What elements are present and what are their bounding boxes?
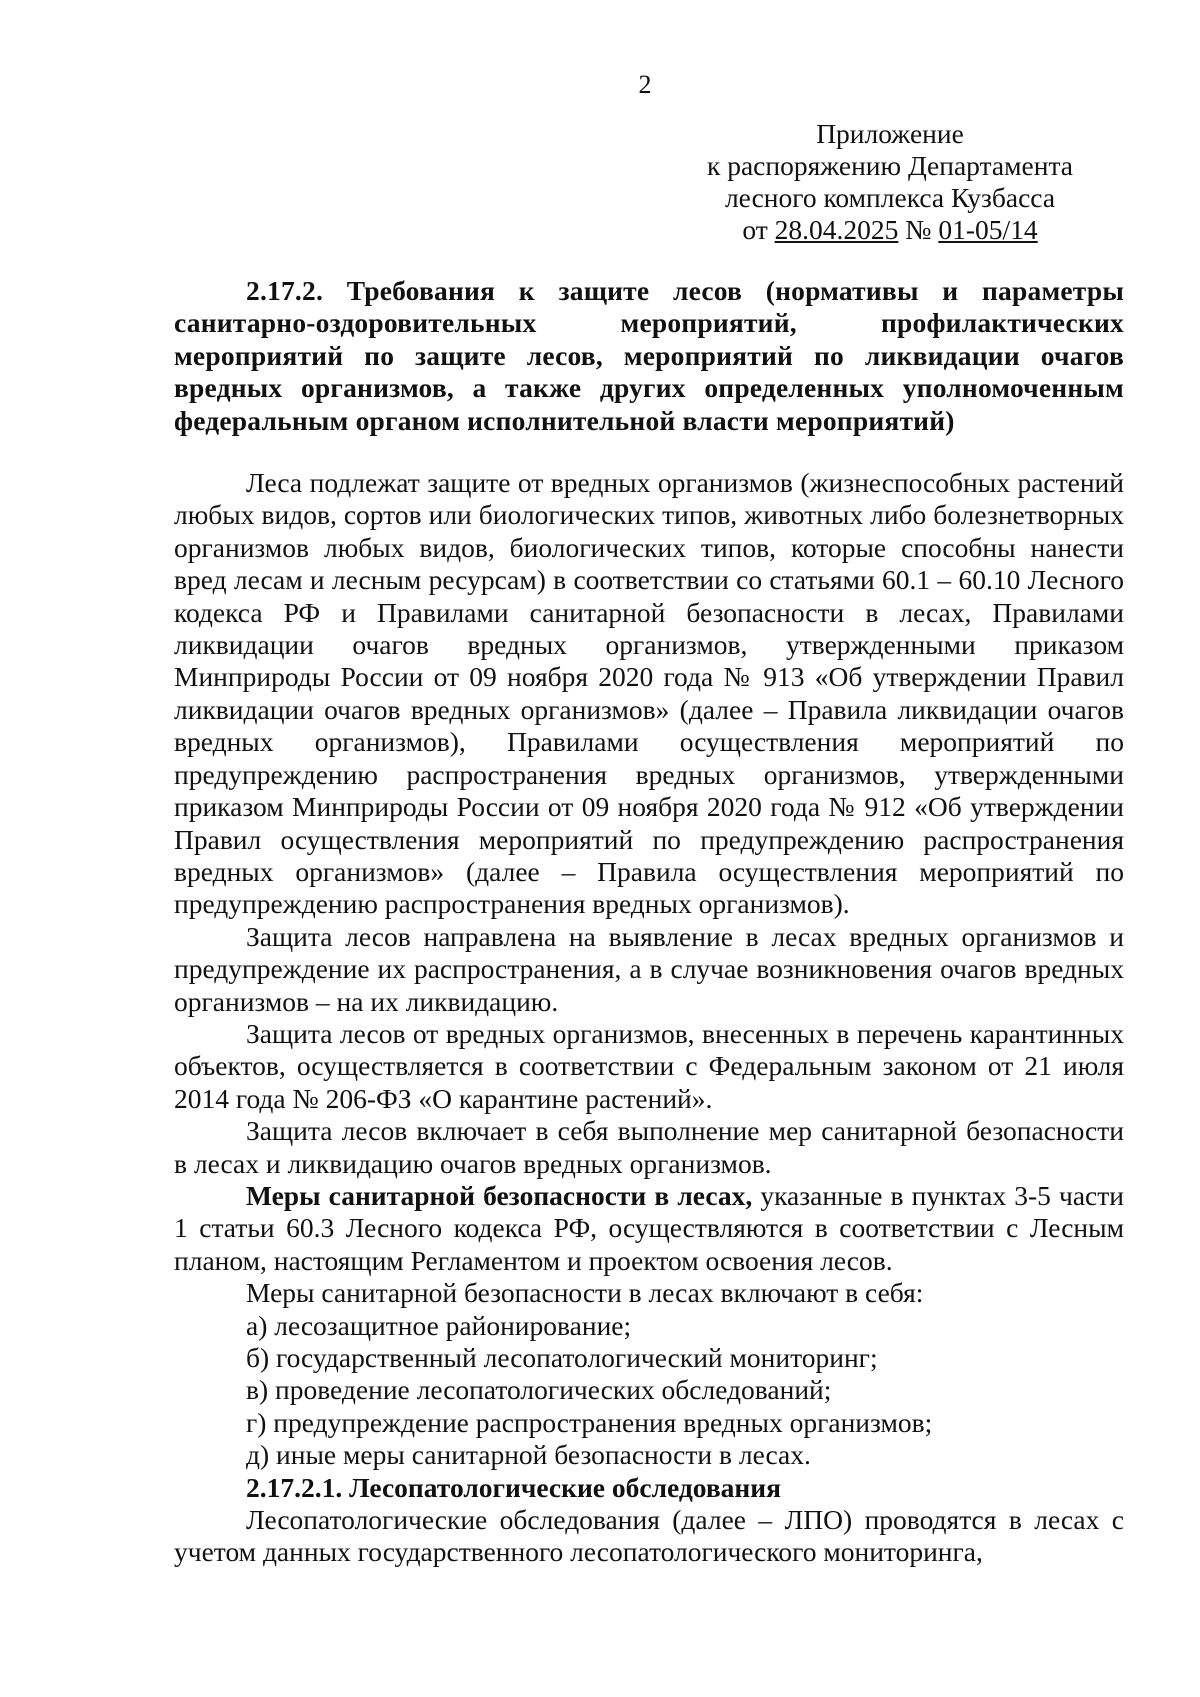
annex-title: Приложение: [816, 118, 964, 149]
annex-date: 28.04.2025: [774, 214, 899, 245]
page-number: 2: [638, 70, 652, 99]
document-body: [174, 275, 1124, 1569]
subsection-heading: 2.17.2.1. Лесопатологические обследования: [246, 1471, 782, 1503]
paragraph-protection-purpose: Защита лесов направлена на выявление в лесах вредных организмов и предупреждение их распространения, а в случае возникновения очагов вредных организмов – на их ликвидацию.: [174, 920, 1124, 1017]
annex-block: [690, 118, 1090, 246]
annex-date-line: [690, 214, 1090, 246]
annex-line-order: к распоряжению Департамента: [706, 150, 1073, 181]
paragraph-measures-list-intro: Меры санитарной безопасности в лесах включают в себя:: [246, 1277, 924, 1309]
list-item: д) иные меры санитарной безопасности в лесах.: [246, 1439, 811, 1471]
paragraph-forest-protection-law: Леса подлежат защите от вредных организмов (жизнеспособных растений любых видов, сортов или биологических типов, животных либо болезнетворных организмов любых видов, биологических типов, которые способны нанести вред лесам и лесным ресурсам) в соответствии со статьями 60.1 – 60.10 Лесного кодекса РФ и Правилами санитарной безопасности в лесах, Правилами ликвидации очагов вредных организмов, утвержденными приказом Минприроды России от 09 ноября 2020 года № 913 «Об утверждении Правил ликвидации очагов вредных организмов» (далее – Правила ликвидации очагов вредных организмов), Правилами осуществления мероприятий по предупреждению распространения вредных организмов, утвержденными приказом Минприроды России от 09 ноября 2020 года № 912 «Об утверждении Правил осуществления мероприятий по предупреждению распространения вредных организмов» (далее – Правила осуществления мероприятий по предупреждению распространения вредных организмов).: [174, 467, 1124, 920]
annex-line-department: лесного комплекса Кузбасса: [724, 182, 1056, 213]
annex-number: 01-05/14: [938, 214, 1038, 245]
list-item: в) проведение лесопатологических обследований;: [246, 1374, 832, 1406]
list-item: б) государственный лесопатологический мониторинг;: [246, 1342, 878, 1373]
sanitary-measures-term: Меры санитарной безопасности в лесах,: [246, 1179, 753, 1211]
list-item: а) лесозащитное районирование;: [246, 1309, 632, 1341]
paragraph-sanitary-measures: [174, 1180, 1124, 1277]
paragraph-quarantine: Защита лесов от вредных организмов, внесенных в перечень карантинных объектов, осуществляется в соответствии с Федеральным законом от 21 июля 2014 года № 206-ФЗ «О карантине растений».: [174, 1017, 1124, 1114]
annex-number-prefix: №: [898, 214, 939, 245]
annex-date-prefix: от: [742, 214, 775, 245]
list-item: г) предупреждение распространения вредных организмов;: [246, 1406, 933, 1438]
sanitary-measures-text: указанные в пунктах 3-5 части 1 статьи 60.3 Лесного кодекса РФ, осуществляются в соответствии с Лесным планом, настоящим Регламентом и проектом освоения лесов.: [174, 1179, 1124, 1276]
paragraph-lpo: Лесопатологические обследования (далее – ЛПО) проводятся в лесах с учетом данных государственного лесопатологического мониторинга,: [174, 1504, 1124, 1568]
section-heading: 2.17.2. Требования к защите лесов (нормативы и параметры санитарно-оздоровительных мероприятий, профилактических мероприятий по защите лесов, мероприятий по ликвидации очагов вредных организмов, а также других определенных уполномоченным федеральным органом исполнительной власти мероприятий): [174, 275, 1124, 436]
paragraph-protection-includes: Защита лесов включает в себя выполнение мер санитарной безопасности в лесах и ликвидацию очагов вредных организмов.: [174, 1115, 1124, 1179]
